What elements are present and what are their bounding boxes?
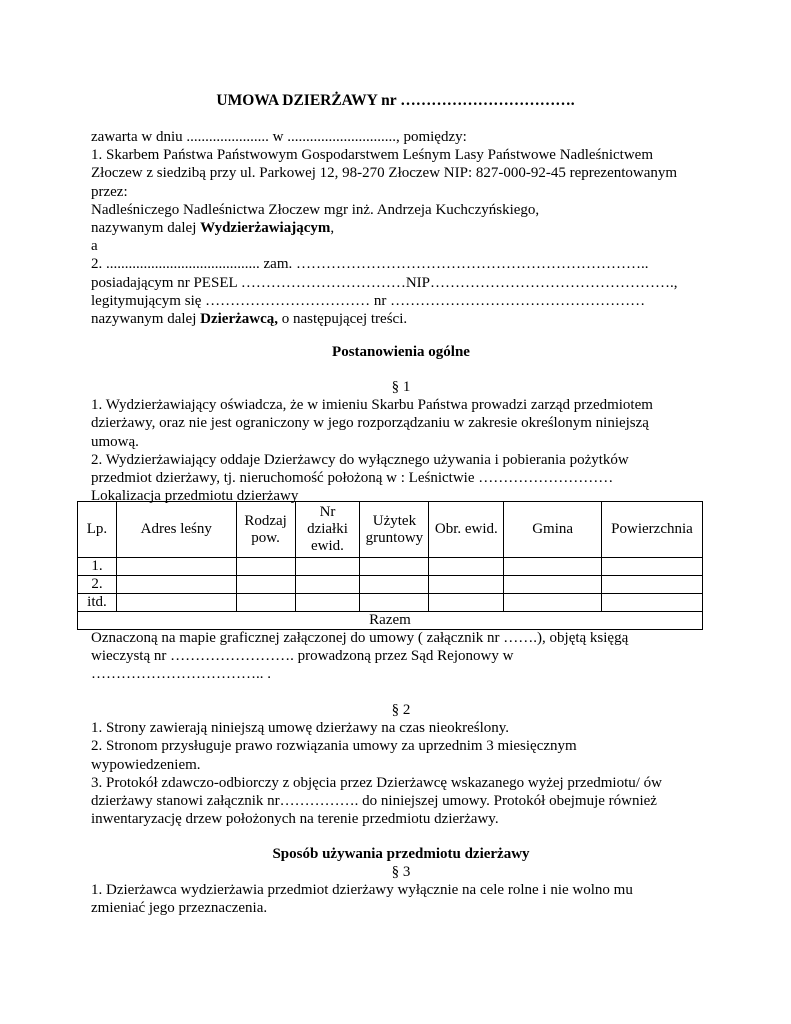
table-header: Lp. [78,502,117,558]
location-table [77,501,703,630]
document-title: UMOWA DZIERŻAWY nr ……………………………. [216,92,575,109]
table-cell [602,558,703,576]
table-cell [295,558,360,576]
lessee-name: Dzierżawcą, [200,311,278,328]
table-cell [429,558,504,576]
table-row [78,576,703,594]
and-line: a [91,238,98,255]
row-number: 1. [78,558,117,576]
paragraph-line: Lokalizacja przedmiotu dzierżawy [91,488,299,505]
after-table-text [91,629,711,684]
table-cell [602,576,703,594]
table-header: Nr działki ewid. [295,502,360,558]
paragraph-line: …………………………….. . [91,666,271,683]
named-suffix: , [330,220,335,237]
named-prefix: nazywanym dalej [91,220,201,237]
paragraph-1 [91,378,711,505]
table-cell [429,594,504,612]
table-header: Obr. ewid. [429,502,504,558]
party2-line: legitymującym się …………………………… nr …………………………………………… [91,292,646,309]
intro-block [91,128,711,328]
table-cell [295,576,360,594]
paragraph-3 [91,863,711,918]
table-cell [116,558,236,576]
party2-line: 2. ......................................... zam. …………………………………………………………….. [91,256,649,273]
paragraph-line: Oznaczoną na mapie graficznej załączonej do umowy ( załącznik nr …….), objętą księgą [91,630,629,646]
table-total-label: Razem [78,612,703,630]
paragraph-line: przedmiot dzierżawy, tj. nieruchomość położoną w : Leśnictwie ……………………… [91,470,614,487]
paragraph-line: wypowiedzeniem. [91,756,201,773]
named-suffix: o następującej treści. [278,311,408,328]
table-row [78,594,703,612]
table-header: Adres leśny [116,502,236,558]
table-total-row [78,612,703,630]
table-cell [360,594,429,612]
table-cell [116,576,236,594]
party2-line: posiadającym nr PESEL ……………………………NIP…………………………………………., [91,274,678,291]
table-cell [236,576,295,594]
table-cell [429,576,504,594]
paragraph-2 [91,701,711,828]
table-header: Użytek gruntowy [360,502,429,558]
paragraph-symbol: § 2 [391,702,411,718]
table-cell [504,576,602,594]
table-header-row [78,502,703,558]
table-cell [360,558,429,576]
table-cell [236,594,295,612]
table-cell [504,594,602,612]
paragraph-line: dzierżawy, oraz nie jest ograniczony w jego rozporządzaniu w zakresie określonym niniejszą [91,415,649,432]
table-cell [236,558,295,576]
table-cell [504,558,602,576]
table-row [78,558,703,576]
paragraph-line: 1. Dzierżawca wydzierżawia przedmiot dzierżawy wyłącznie na cele rolne i nie wolno mu [91,882,633,899]
paragraph-line: 2. Stronom przysługuje prawo rozwiązania umowy za uprzednim 3 miesięcznym [91,738,577,755]
paragraph-line: umową. [91,433,139,450]
paragraph-line: dzierżawy stanowi załącznik nr……………. do niniejszej umowy. Protokół obejmuje również [91,793,657,810]
table-cell [602,594,703,612]
paragraph-symbol: § 3 [391,864,411,880]
paragraph-line: 1. Wydzierżawiający oświadcza, że w imieniu Skarbu Państwa prowadzi zarząd przedmiotem [91,397,653,414]
row-number: 2. [78,576,117,594]
party1-line: Złoczew z siedzibą przy ul. Parkowej 12, 98-270 Złoczew NIP: 827-000-92-45 reprezentowanym [91,165,678,182]
contract-date-line: zawarta w dniu ...................... w ............................., pomiędzy: [91,129,467,145]
paragraph-line: inwentaryzację drzew położonych na terenie przedmiotu dzierżawy. [91,811,499,828]
table-cell [116,594,236,612]
paragraph-line: zmieniać jego przeznaczenia. [91,900,268,917]
lessor-name: Wydzierżawiającym [200,220,331,237]
table-header: Powierzchnia [602,502,703,558]
table-cell [295,594,360,612]
party2-named [91,310,711,328]
party1-line: 1. Skarbem Państwa Państwowym Gospodarstwem Leśnym Lasy Państwowe Nadleśnictwem [91,147,654,164]
named-prefix: nazywanym dalej [91,311,201,328]
paragraph-line: wieczystą nr ……………………. prowadzoną przez Sąd Rejonowy w [91,648,514,665]
section-heading-usage: Sposób używania przedmiotu dzierżawy [272,846,530,862]
section-heading-general: Postanowienia ogólne [332,344,470,360]
row-number: itd. [78,594,117,612]
paragraph-line: 1. Strony zawierają niniejszą umowę dzierżawy na czas nieokreślony. [91,720,510,737]
paragraph-line: 2. Wydzierżawiający oddaje Dzierżawcy do wyłącznego używania i pobierania pożytków [91,451,629,468]
table-cell [360,576,429,594]
table-header: Gmina [504,502,602,558]
paragraph-symbol: § 1 [391,379,411,395]
party1-line: Nadleśniczego Nadleśnictwa Złoczew mgr inż. Andrzeja Kuchczyńskiego, [91,201,540,218]
table-header: Rodzaj pow. [236,502,295,558]
party1-line: przez: [91,183,128,200]
paragraph-line: 3. Protokół zdawczo-odbiorczy z objęcia przez Dzierżawcę wskazanego wyżej przedmiotu/ ów [91,774,662,791]
party1-named [91,219,711,237]
